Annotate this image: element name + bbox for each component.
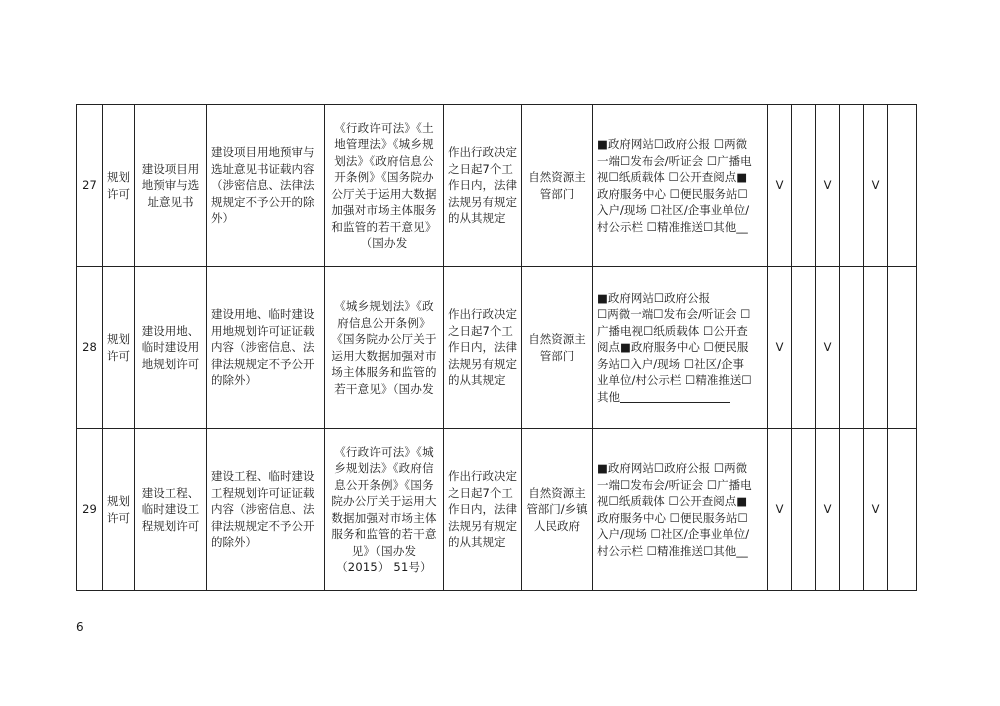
channel-line: 一端☐发布会/听证会 ☐广播电 — [597, 477, 752, 492]
subject-cell: 自然资源主管部门 — [522, 267, 593, 429]
mark-cell — [792, 267, 816, 429]
channel-line: 政府服务中心 ☐便民服务站☐ — [597, 186, 748, 201]
basis-cell: 《行政许可法》《城乡规划法》《政府信息公开条例》《国务院办公厅关于运用大数据加强对市场主体服务和监管的若干意见》（国办发（2015） 51号） — [325, 429, 444, 591]
category-cell: 规划许可 — [103, 267, 135, 429]
subject-cell: 自然资源主管部门/乡镇人民政府 — [522, 429, 593, 591]
channel-line: 业单位/村公示栏 ☐精准推送☐ — [597, 373, 752, 388]
channel-line: 视☐纸质载体 ☐公开查阅点■ — [597, 170, 748, 184]
mark-cell: V — [864, 105, 888, 267]
row-number: 29 — [77, 429, 103, 591]
time-limit-cell: 作出行政决定之日起7个工作日内，法律法规另有规定的从其规定 — [444, 429, 522, 591]
channels-cell — [593, 105, 768, 267]
mark-cell: V — [768, 105, 792, 267]
channel-line: 入户/现场 ☐社区/企事业单位/ — [597, 527, 750, 541]
table-row — [77, 105, 917, 267]
item-cell: 建设项目用地预审与选址意见书 — [135, 105, 207, 267]
mark-cell — [888, 105, 917, 267]
mark-cell: V — [768, 267, 792, 429]
channel-line: 一端☐发布会/听证会 ☐广播电 — [597, 153, 752, 168]
category-cell: 规划许可 — [103, 429, 135, 591]
page-number: 6 — [76, 620, 84, 634]
row-number: 27 — [77, 105, 103, 267]
mark-cell — [840, 267, 864, 429]
mark-cell: V — [816, 105, 840, 267]
channels-cell — [593, 267, 768, 429]
mark-cell — [888, 267, 917, 429]
channel-line: 入户/现场 ☐社区/企事业单位/ — [597, 203, 750, 217]
table-row — [77, 267, 917, 429]
mark-cell — [792, 105, 816, 267]
item-cell: 建设工程、临时建设工程规划许可 — [135, 429, 207, 591]
time-limit-cell: 作出行政决定之日起7个工作日内，法律法规另有规定的从其规定 — [444, 105, 522, 267]
mark-cell — [840, 105, 864, 267]
channel-line: ■政府网站☐政府公报 ☐两微 — [597, 137, 748, 151]
channel-other-label: 其他 — [597, 389, 620, 404]
mark-cell — [864, 267, 888, 429]
mark-cell — [792, 429, 816, 591]
subject-cell: 自然资源主管部门 — [522, 105, 593, 267]
mark-cell — [840, 429, 864, 591]
table-row — [77, 429, 917, 591]
basis-cell: 《行政许可法》《土地管理法》《城乡规划法》《政府信息公开条例》《国务院办公厅关于运用大数据加强对市场主体服务和监管的若干意见》（国办发 — [325, 105, 444, 267]
disclosure-table — [76, 104, 917, 591]
content-cell: 建设用地、临时建设用地规划许可证证载内容（涉密信息、法律法规规定不予公开的除外） — [207, 267, 325, 429]
channel-line: 村公示栏 ☐精准推送☐其他__ — [597, 219, 748, 234]
channel-line: 村公示栏 ☐精准推送☐其他__ — [597, 543, 748, 558]
channel-line-other — [597, 389, 763, 406]
channel-line: ■政府网站☐政府公报 ☐两微 — [597, 461, 748, 475]
category-cell: 规划许可 — [103, 105, 135, 267]
time-limit-cell: 作出行政决定之日起7个工作日内，法律法规另有规定的从其规定 — [444, 267, 522, 429]
channel-line: ■政府网站☐政府公报 — [597, 290, 711, 305]
item-cell: 建设用地、临时建设用地规划许可 — [135, 267, 207, 429]
channel-line: 广播电视☐纸质载体 ☐公开查 — [597, 323, 748, 338]
basis-cell: 《城乡规划法》《政府信息公开条例》《国务院办公厅关于运用大数据加强对市场主体服务和监管的若干意见》（国办发 — [325, 267, 444, 429]
channel-line: ☐两微一端☐发布会/听证会 ☐ — [597, 307, 751, 322]
mark-cell — [888, 429, 917, 591]
mark-cell: V — [864, 429, 888, 591]
channel-line: 阅点■政府服务中心 ☐便民服 — [597, 340, 749, 355]
channel-line: 政府服务中心 ☐便民服务站☐ — [597, 510, 748, 525]
mark-cell: V — [816, 267, 840, 429]
channels-cell — [593, 429, 768, 591]
content-cell: 建设工程、临时建设工程规划许可证证载内容（涉密信息、法律法规规定不予公开的除外） — [207, 429, 325, 591]
channel-line: 务站☐入户/现场 ☐社区/企事 — [597, 356, 745, 371]
channel-line: 视☐纸质载体 ☐公开查阅点■ — [597, 494, 748, 508]
content-cell: 建设项目用地预审与选址意见书证载内容（涉密信息、法律法规规定不予公开的除外） — [207, 105, 325, 267]
blank-line — [620, 402, 730, 403]
mark-cell: V — [768, 429, 792, 591]
row-number: 28 — [77, 267, 103, 429]
mark-cell: V — [816, 429, 840, 591]
